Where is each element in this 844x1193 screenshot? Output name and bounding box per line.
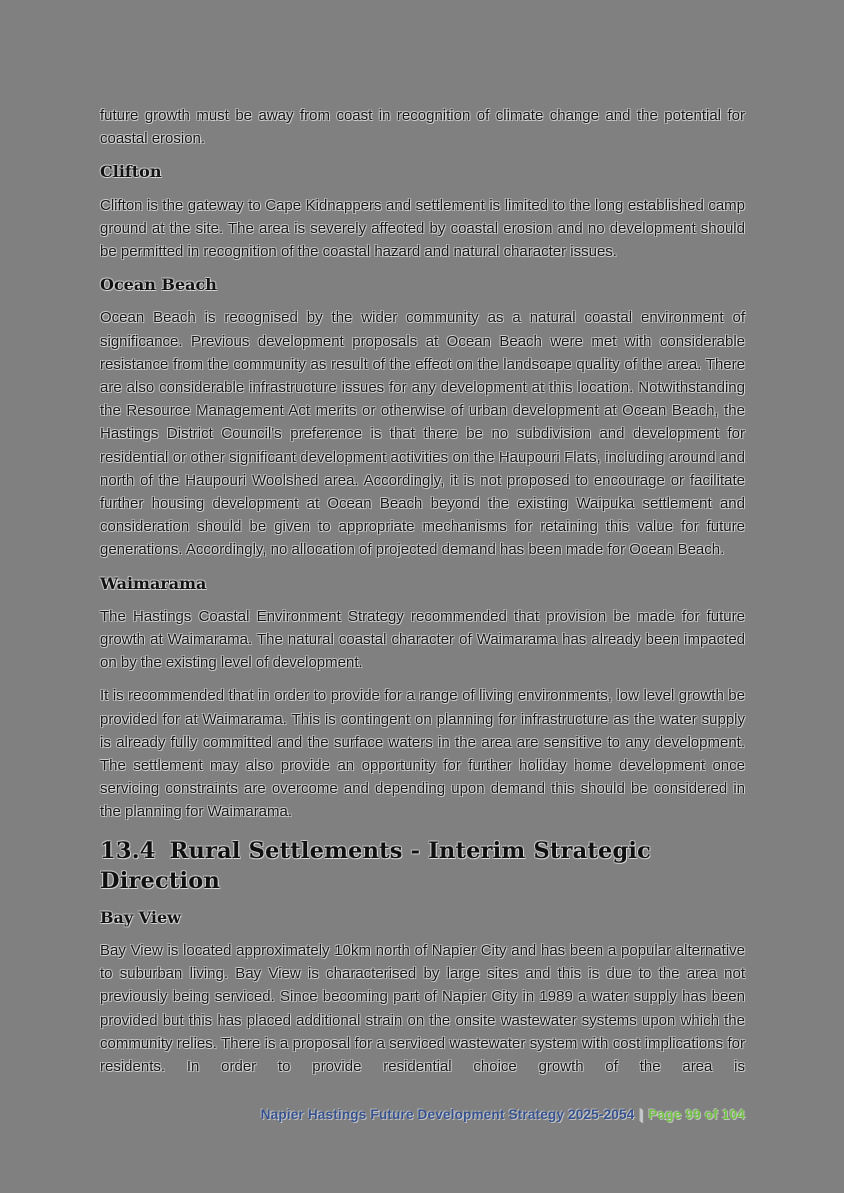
footer-page-number: Page 99 of 104 — [648, 1107, 745, 1122]
paragraph-bay-view: Bay View is located approximately 10km north of Napier City and has been a popular alternative to suburban living. Bay View is characterised by large sites and this is due to the area not previously being serviced. Since becoming part of Napier City in 1989 a water supply has been provided but this has placed additional strain on the onsite wastewater systems upon which the community relies. There is a proposal for a serviced wastewater system with cost implications for residents. In order to provide residential choice growth of the area is — [100, 941, 745, 1075]
heading-bay-view: Bay View — [100, 907, 181, 927]
paragraph-waimarama-1: The Hastings Coastal Environment Strategy recommended that provision be made for future growth at Waimarama. The natural coastal character of Waimarama has already been impacted on by the existing level of development. — [100, 607, 745, 672]
document-body — [100, 104, 745, 1078]
footer-separator: | — [639, 1107, 644, 1122]
footer-document-title: Napier Hastings Future Development Strategy 2025-2054 — [260, 1107, 635, 1122]
section-number: 13.4 — [100, 837, 156, 864]
paragraph-clifton: Clifton is the gateway to Cape Kidnappers and settlement is limited to the long established camp ground at the site. The area is severely affected by coastal erosion and no development should be permitted in recognition of the coastal hazard and natural character issues. — [100, 196, 745, 261]
section-title: Rural Settlements - Interim Strategic Direction — [100, 837, 652, 894]
paragraph-waimarama-2: It is recommended that in order to provide for a range of living environments, low level growth be provided for at Waimarama. This is contingent on planning for infrastructure as the water supply is already fully committed and the surface waters in the area are sensitive to any development. The settlement may also provide an opportunity for further holiday home development once servicing constraints are overcome and depending upon demand this should be considered in the planning for Waimarama. — [100, 687, 745, 821]
heading-clifton: Clifton — [100, 162, 162, 182]
paragraph-intro: future growth must be away from coast in recognition of climate change and the potential for coastal erosion. — [100, 107, 745, 148]
section-heading-13-4 — [100, 836, 745, 896]
heading-waimarama: Waimarama — [100, 573, 207, 593]
page-footer — [100, 1104, 745, 1126]
heading-ocean-beach: Ocean Beach — [100, 275, 217, 295]
paragraph-ocean-beach: Ocean Beach is recognised by the wider community as a natural coastal environment of significance. Previous development proposals at Ocean Beach were met with considerable resistance from the community as result of the effect on the landscape quality of the area. There are also considerable infrastructure issues for any development at this location. Notwithstanding the Resource Management Act merits or otherwise of urban development at Ocean Beach, the Hastings District Council's preference is that there be no subdivision and development for residential or other significant development activities on the Haupouri Flats, including around and north of the Haupouri Woolshed area. Accordingly, it is not proposed to encourage or facilitate further housing development at Ocean Beach beyond the existing Waipuka settlement and consideration should be given to appropriate mechanisms for retaining this value for future generations. Accordingly, no allocation of projected demand has been made for Ocean Beach. — [100, 309, 745, 559]
